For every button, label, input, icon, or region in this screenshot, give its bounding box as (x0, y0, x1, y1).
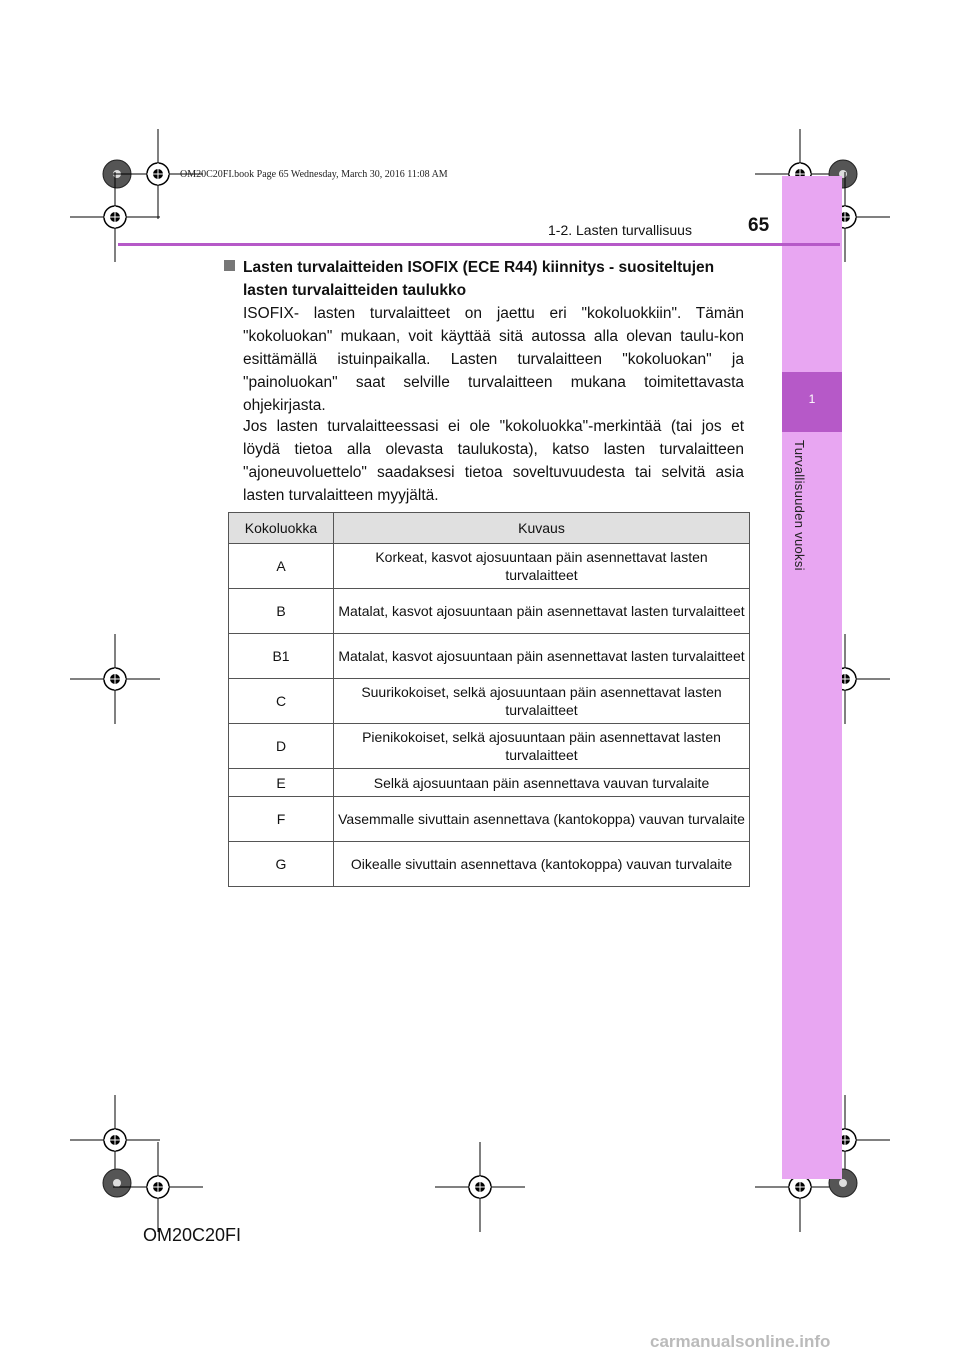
table-row (229, 589, 750, 634)
description-cell: Suurikokoiset, selkä ajosuuntaan päin asennettavat lasten turvalaitteet (334, 679, 750, 724)
column-header-kuvaus: Kuvaus (334, 513, 750, 544)
section-title: 1-2. Lasten turvallisuus (548, 222, 692, 238)
table-row (229, 544, 750, 589)
description-cell: Vasemmalle sivuttain asennettava (kantokoppa) vauvan turvalaite (334, 797, 750, 842)
size-class-cell: B (229, 589, 334, 634)
table-row (229, 679, 750, 724)
paragraph-2: Jos lasten turvalaitteessasi ei ole "kokoluokka"-merkintää (tai jos et löydä tietoa alla olevasta taulukosta), katso lasten turvalaitteen "ajoneuvoluettelo" saadaksesi tietoa soveltuvuudesta tai selvitä asia lasten turvalaitteen myyjältä. (243, 418, 744, 504)
manual-code: OM20C20FI (143, 1225, 242, 1245)
description-cell: Pienikokoiset, selkä ajosuuntaan päin asennettavat lasten turvalaitteet (334, 724, 750, 769)
size-class-cell: F (229, 797, 334, 842)
chapter-number: 1 (808, 392, 816, 406)
table-row (229, 634, 750, 679)
table-row (229, 842, 750, 887)
page-number: 65 (748, 215, 770, 236)
size-class-cell: D (229, 724, 334, 769)
paragraph-1: ISOFIX- lasten turvalaitteet on jaettu eri "kokoluokkiin". Tämän "kokoluokan" mukaan, voit käyttää sitä autossa alla olevan taulu-kon esittämällä istuinpaikalla. Lasten turvalaitteen "kokoluokan" ja "painoluokan" saat selville turvalaitteen mukana toimitettavasta ohjekirjasta. (243, 305, 744, 414)
table-row (229, 769, 750, 797)
size-class-cell: A (229, 544, 334, 589)
book-info-line: OM20C20FI.book Page 65 Wednesday, March 30, 2016 11:08 AM (180, 169, 448, 180)
description-cell: Matalat, kasvot ajosuuntaan päin asennettavat lasten turvalaitteet (334, 589, 750, 634)
size-class-cell: E (229, 769, 334, 797)
section-heading (224, 256, 748, 302)
table-row (229, 724, 750, 769)
heading-line-1: Lasten turvalaitteiden ISOFIX (ECE R44) kiinnitys - suositeltujen (243, 259, 715, 276)
chapter-side-tab (782, 176, 842, 1179)
table-header-row (229, 513, 750, 544)
watermark-text: carmanualsonline.info (650, 1332, 831, 1351)
size-class-cell: C (229, 679, 334, 724)
size-class-cell: G (229, 842, 334, 887)
header-divider (118, 243, 840, 246)
table-row (229, 797, 750, 842)
description-cell: Selkä ajosuuntaan päin asennettava vauvan turvalaite (334, 769, 750, 797)
column-header-kokoluokka: Kokoluokka (229, 513, 334, 544)
description-cell: Oikealle sivuttain asennettava (kantokoppa) vauvan turvalaite (334, 842, 750, 887)
chapter-label: Turvallisuuden vuoksi (792, 440, 807, 571)
heading-line-2: lasten turvalaitteiden taulukko (243, 282, 467, 299)
size-class-cell: B1 (229, 634, 334, 679)
description-cell: Matalat, kasvot ajosuuntaan päin asennettavat lasten turvalaitteet (334, 634, 750, 679)
square-bullet-icon (224, 260, 235, 271)
description-cell: Korkeat, kasvot ajosuuntaan päin asennettavat lasten turvalaitteet (334, 544, 750, 589)
size-class-table (228, 512, 750, 887)
